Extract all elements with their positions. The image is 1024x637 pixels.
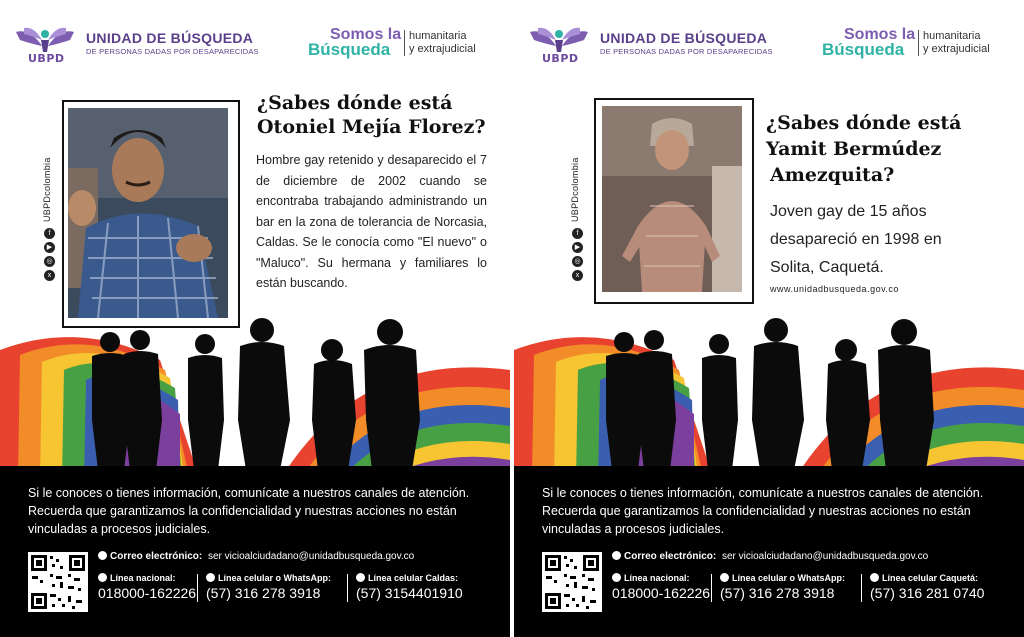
slogan-somos: Somos la — [844, 26, 916, 43]
regional-line-label: Línea celular Caldas: — [356, 573, 458, 583]
whatsapp-value[interactable]: (57) 316 278 3918 — [720, 585, 835, 601]
slogan-divider — [404, 30, 405, 56]
whatsapp-icon — [870, 573, 879, 582]
social-handle: UBPDcolombia — [42, 157, 52, 222]
qr-code-icon[interactable] — [542, 552, 602, 612]
email-icon — [612, 551, 621, 560]
national-line-label: Línea nacional: — [612, 573, 690, 583]
youtube-icon: ▶ — [44, 242, 55, 253]
question-title: ¿Sabes dónde está Otoniel Mejía Florez? — [257, 92, 486, 138]
email-value[interactable]: ser vicioalciudadano@unidadbusqueda.gov.co — [208, 551, 415, 562]
slogan-busqueda: Búsqueda — [822, 40, 905, 59]
rainbow-hills-silhouettes — [514, 310, 1024, 480]
regional-line-value[interactable]: (57) 316 281 0740 — [870, 585, 985, 601]
x-icon: x — [572, 270, 583, 281]
whatsapp-icon — [206, 573, 215, 582]
phone-icon — [612, 573, 621, 582]
slogan-divider — [918, 30, 919, 56]
question-title: ¿Sabes dónde está Yamit Bermúdez Amezquita? — [766, 112, 962, 186]
instagram-icon: ◎ — [44, 256, 55, 267]
org-subtitle: DE PERSONAS DADAS POR DESAPARECIDAS — [600, 47, 773, 56]
email-label: Correo electrónico: — [98, 551, 202, 562]
column-divider — [711, 574, 712, 602]
info-text: Si le conoces o tienes información, comunícate a nuestros canales de atención. Recuerda que garantizamos la confidencialidad y nuestras acciones no están vinculadas a procesos judiciales. — [542, 486, 984, 536]
whatsapp-icon — [356, 573, 365, 582]
regional-line-label: Línea celular Caquetá: — [870, 573, 978, 583]
slogan-somos: Somos la — [330, 26, 402, 43]
column-divider — [347, 574, 348, 602]
social-handle: UBPDcolombia — [570, 157, 580, 222]
org-subtitle: DE PERSONAS DADAS POR DESAPARECIDAS — [86, 47, 259, 56]
facebook-icon: f — [44, 228, 55, 239]
org-title: UNIDAD DE BÚSQUEDA — [86, 30, 254, 46]
qr-code-icon[interactable] — [28, 552, 88, 612]
regional-line-value[interactable]: (57) 3154401910 — [356, 585, 463, 601]
whatsapp-icon — [720, 573, 729, 582]
phone-icon — [98, 573, 107, 582]
info-text: Si le conoces o tienes información, comunícate a nuestros canales de atención. Recuerda que garantizamos la confidencialidad y nuestras acciones no están vinculadas a procesos judiciales. — [28, 486, 470, 536]
column-divider — [197, 574, 198, 602]
rainbow-hills-silhouettes — [0, 310, 510, 480]
national-line-value[interactable]: 018000-162226 — [98, 585, 197, 601]
national-line-value[interactable]: 018000-162226 — [612, 585, 711, 601]
missing-person-photo — [68, 108, 228, 318]
case-description: Joven gay de 15 años desapareció en 1998 en Solita, Caquetá. — [770, 203, 942, 276]
ubpd-acronym: UBPD — [28, 52, 65, 65]
ubpd-acronym: UBPD — [542, 52, 579, 65]
email-label: Correo electrónico: — [612, 551, 716, 562]
slogan-humanitaria: humanitaria y extrajudicial — [923, 30, 990, 55]
case-description: Hombre gay retenido y desaparecido el 7 de diciembre de 2002 cuando se encontraba trabajando administrando un bar en la zona de tolerancia de Norcasia, Caldas. Se le conocía como "El nuevo" o "Maluco". Su hermana y familiares lo están buscando. — [256, 153, 487, 290]
whatsapp-label: Línea celular o WhatsApp: — [720, 573, 845, 583]
youtube-icon: ▶ — [572, 242, 583, 253]
whatsapp-value[interactable]: (57) 316 278 3918 — [206, 585, 321, 601]
missing-person-photo — [602, 106, 742, 292]
x-icon: x — [44, 270, 55, 281]
website-link[interactable]: www.unidadbusqueda.gov.co — [770, 284, 899, 294]
poster-otoniel — [0, 0, 510, 637]
poster-yamit — [514, 0, 1024, 637]
email-value[interactable]: ser vicioalciudadano@unidadbusqueda.gov.co — [722, 551, 929, 562]
email-icon — [98, 551, 107, 560]
national-line-label: Línea nacional: — [98, 573, 176, 583]
instagram-icon: ◎ — [572, 256, 583, 267]
column-divider — [861, 574, 862, 602]
whatsapp-label: Línea celular o WhatsApp: — [206, 573, 331, 583]
slogan-busqueda: Búsqueda — [308, 40, 391, 59]
slogan-humanitaria: humanitaria y extrajudicial — [409, 30, 476, 55]
org-title: UNIDAD DE BÚSQUEDA — [600, 30, 768, 46]
facebook-icon: f — [572, 228, 583, 239]
